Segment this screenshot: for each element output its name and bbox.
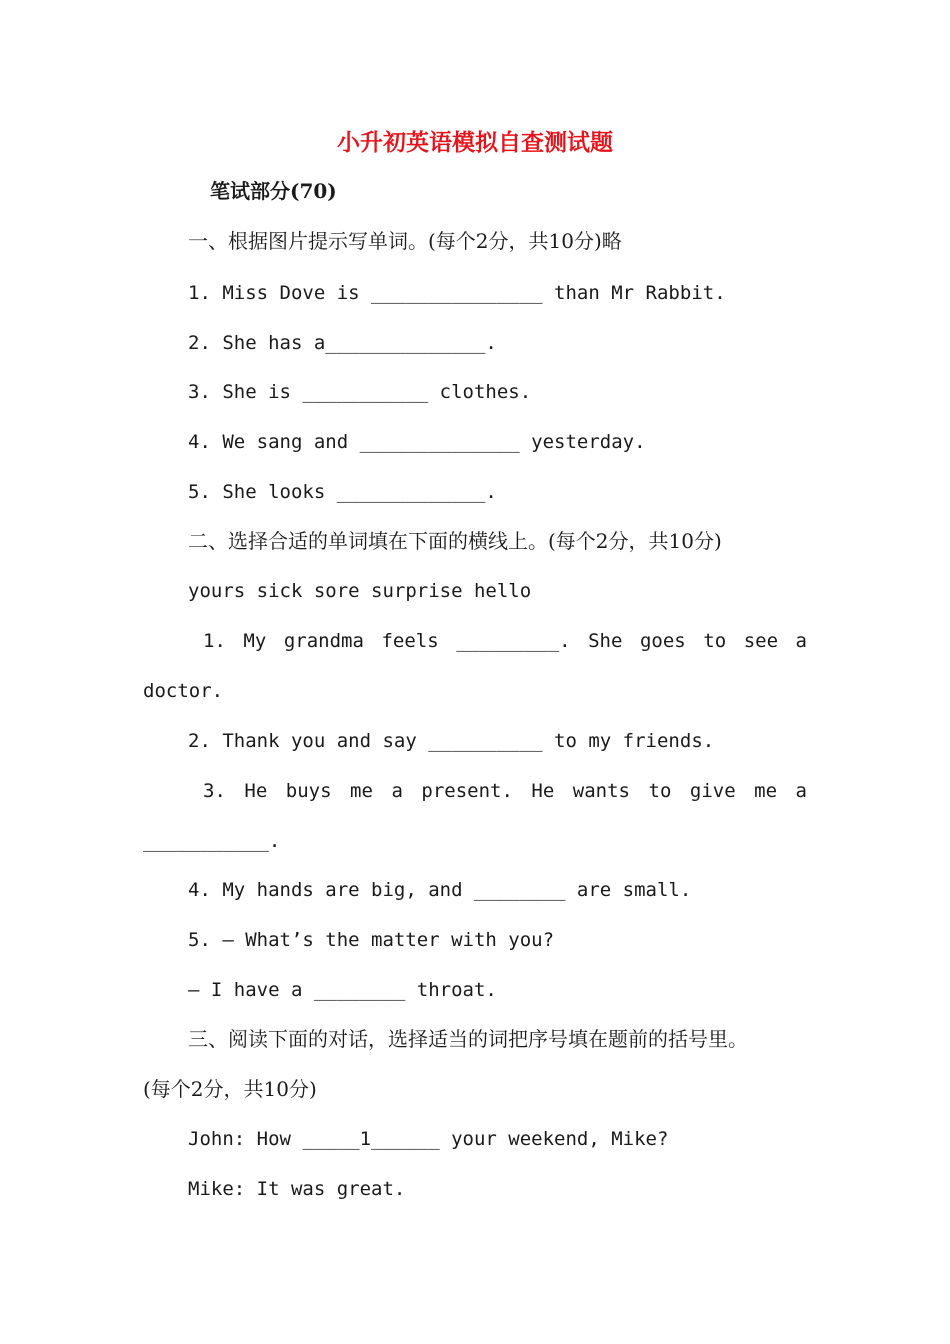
section2-heading: 二、选择合适的单词填在下面的横线上。(每个2分，共10分) [188, 529, 722, 553]
section2-q1-line2: doctor. [143, 680, 224, 702]
q3-word: me [754, 780, 778, 802]
q3-word: a [795, 780, 807, 802]
q3-word: to [648, 780, 672, 802]
q1-word: feels [381, 630, 439, 652]
q1-word: grandma [283, 630, 364, 652]
section-subtitle: 笔试部分(70) [210, 179, 337, 203]
q3-word: wants [572, 780, 630, 802]
word-bank: yours sick sore surprise hello [188, 580, 532, 602]
q3-word: 3. [203, 780, 226, 802]
section3-heading-line2: (每个2分，共10分) [143, 1077, 317, 1101]
section2-q1-line1 [203, 628, 807, 654]
section2-q3-line1 [203, 778, 807, 804]
q3-word: a [391, 780, 403, 802]
section1-item-2: 2. She has a______________. [188, 332, 497, 354]
q3-word: give [689, 780, 736, 802]
section2-q2: 2. Thank you and say __________ to my friends. [188, 730, 715, 752]
section2-q4: 4. My hands are big, and ________ are small. [188, 879, 692, 901]
q1-word: My [243, 630, 267, 652]
section1-item-5: 5. She looks _____________. [188, 481, 497, 503]
document-title: 小升初英语模拟自查测试题 [337, 129, 613, 156]
section3-heading-line1: 三、阅读下面的对话，选择适当的词把序号填在题前的括号里。 [188, 1027, 748, 1051]
q3-word: He [244, 780, 268, 802]
q3-word: present. [421, 780, 513, 802]
section2-q3-line2: ___________. [143, 830, 281, 852]
q1-word: She [588, 630, 623, 652]
section1-item-4: 4. We sang and ______________ yesterday. [188, 431, 646, 453]
section2-q5-question: 5. – What’s the matter with you? [188, 929, 555, 951]
q1-word: a [795, 630, 807, 652]
q1-word: to [703, 630, 727, 652]
q1-word: see [743, 630, 779, 652]
dialog-line: John: How _____1______ your weekend, Mike? [188, 1128, 669, 1150]
section1-item-3: 3. She is ___________ clothes. [188, 381, 532, 403]
q1-word: 1. [203, 630, 226, 652]
section2-q5-answer: – I have a ________ throat. [188, 979, 497, 1001]
q3-word: buys [285, 780, 332, 802]
section1-heading: 一、根据图片提示写单词。(每个2分，共10分)略 [188, 229, 622, 253]
q3-word: me [350, 780, 373, 802]
section1-item-1: 1. Miss Dove is _______________ than Mr Rabbit. [188, 282, 726, 304]
q1-word: _________. [456, 630, 571, 652]
q3-word: He [531, 780, 555, 802]
q1-word: goes [639, 630, 686, 652]
dialog-line: Mike: It was great. [188, 1178, 406, 1200]
